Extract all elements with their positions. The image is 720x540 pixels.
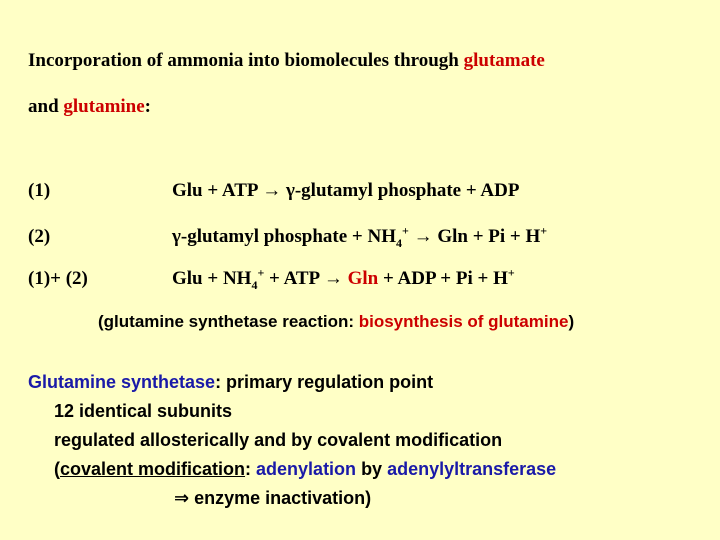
regulation-line-4-colon: : — [245, 459, 257, 479]
regulation-line-1 — [28, 372, 433, 393]
equation-2-superscript: + — [402, 223, 409, 238]
intro-line-1-highlight: glutamate — [463, 50, 545, 71]
regulation-line-3: regulated allosterically and by covalent modification — [54, 430, 503, 450]
equation-3-superscript-2: + — [507, 265, 515, 280]
intro-line-2-highlight: glutamine — [63, 96, 145, 117]
equation-2-part-1: γ-glutamyl phosphate + NH — [172, 226, 396, 247]
equation-2 — [172, 223, 548, 250]
reaction-note — [98, 312, 574, 332]
regulation-line-5-text: enzyme inactivation) — [189, 488, 372, 508]
regulation-enzyme-name: Glutamine synthetase — [28, 372, 216, 392]
equation-3 — [172, 265, 515, 292]
equation-3-part-1: Glu + NH — [172, 268, 252, 289]
intro-line-1-text: Incorporation of ammonia into biomolecules through — [28, 50, 464, 71]
reaction-note-close: ) — [568, 312, 575, 331]
implies-arrow-icon: ⇒ — [174, 488, 190, 508]
equation-2-label: (2) — [28, 226, 51, 247]
equation-2-subscript: 4 — [396, 235, 402, 250]
intro-line-2-text: and — [28, 96, 64, 117]
regulation-line-4-by: by — [356, 459, 388, 479]
regulation-adenylation: adenylation — [256, 459, 357, 479]
equation-3-superscript: + — [257, 265, 265, 280]
intro-line-2-end: : — [144, 96, 151, 117]
equation-3-subscript: 4 — [251, 277, 258, 292]
equation-3-part-3: + ADP + Pi + H — [378, 268, 508, 289]
equation-3-label: (1)+ (2) — [28, 268, 88, 289]
regulation-line-5 — [174, 488, 371, 509]
regulation-line-1-rest: : primary regulation point — [215, 372, 434, 392]
reaction-note-open: (glutamine synthetase reaction: — [98, 312, 359, 331]
regulation-line-4-open: ( — [54, 459, 60, 479]
intro-line-1 — [28, 50, 545, 72]
intro-line-2 — [28, 96, 151, 118]
regulation-adenylyltransferase: adenylyltransferase — [387, 459, 557, 479]
equation-1: Glu + ATP → γ-glutamyl phosphate + ADP — [172, 180, 520, 201]
reaction-note-highlight: biosynthesis of glutamine — [358, 312, 569, 331]
equation-1-label: (1) — [28, 180, 51, 201]
equation-3-part-2: + ATP → — [264, 268, 348, 289]
equation-3-highlight: Gln — [347, 268, 379, 289]
equation-2-superscript-2: + — [540, 223, 548, 238]
regulation-underlined-term: covalent modification — [60, 459, 246, 479]
regulation-line-2: 12 identical subunits — [54, 401, 233, 421]
regulation-line-4 — [54, 459, 556, 480]
equation-2-part-2: → Gln + Pi + H — [408, 226, 541, 247]
